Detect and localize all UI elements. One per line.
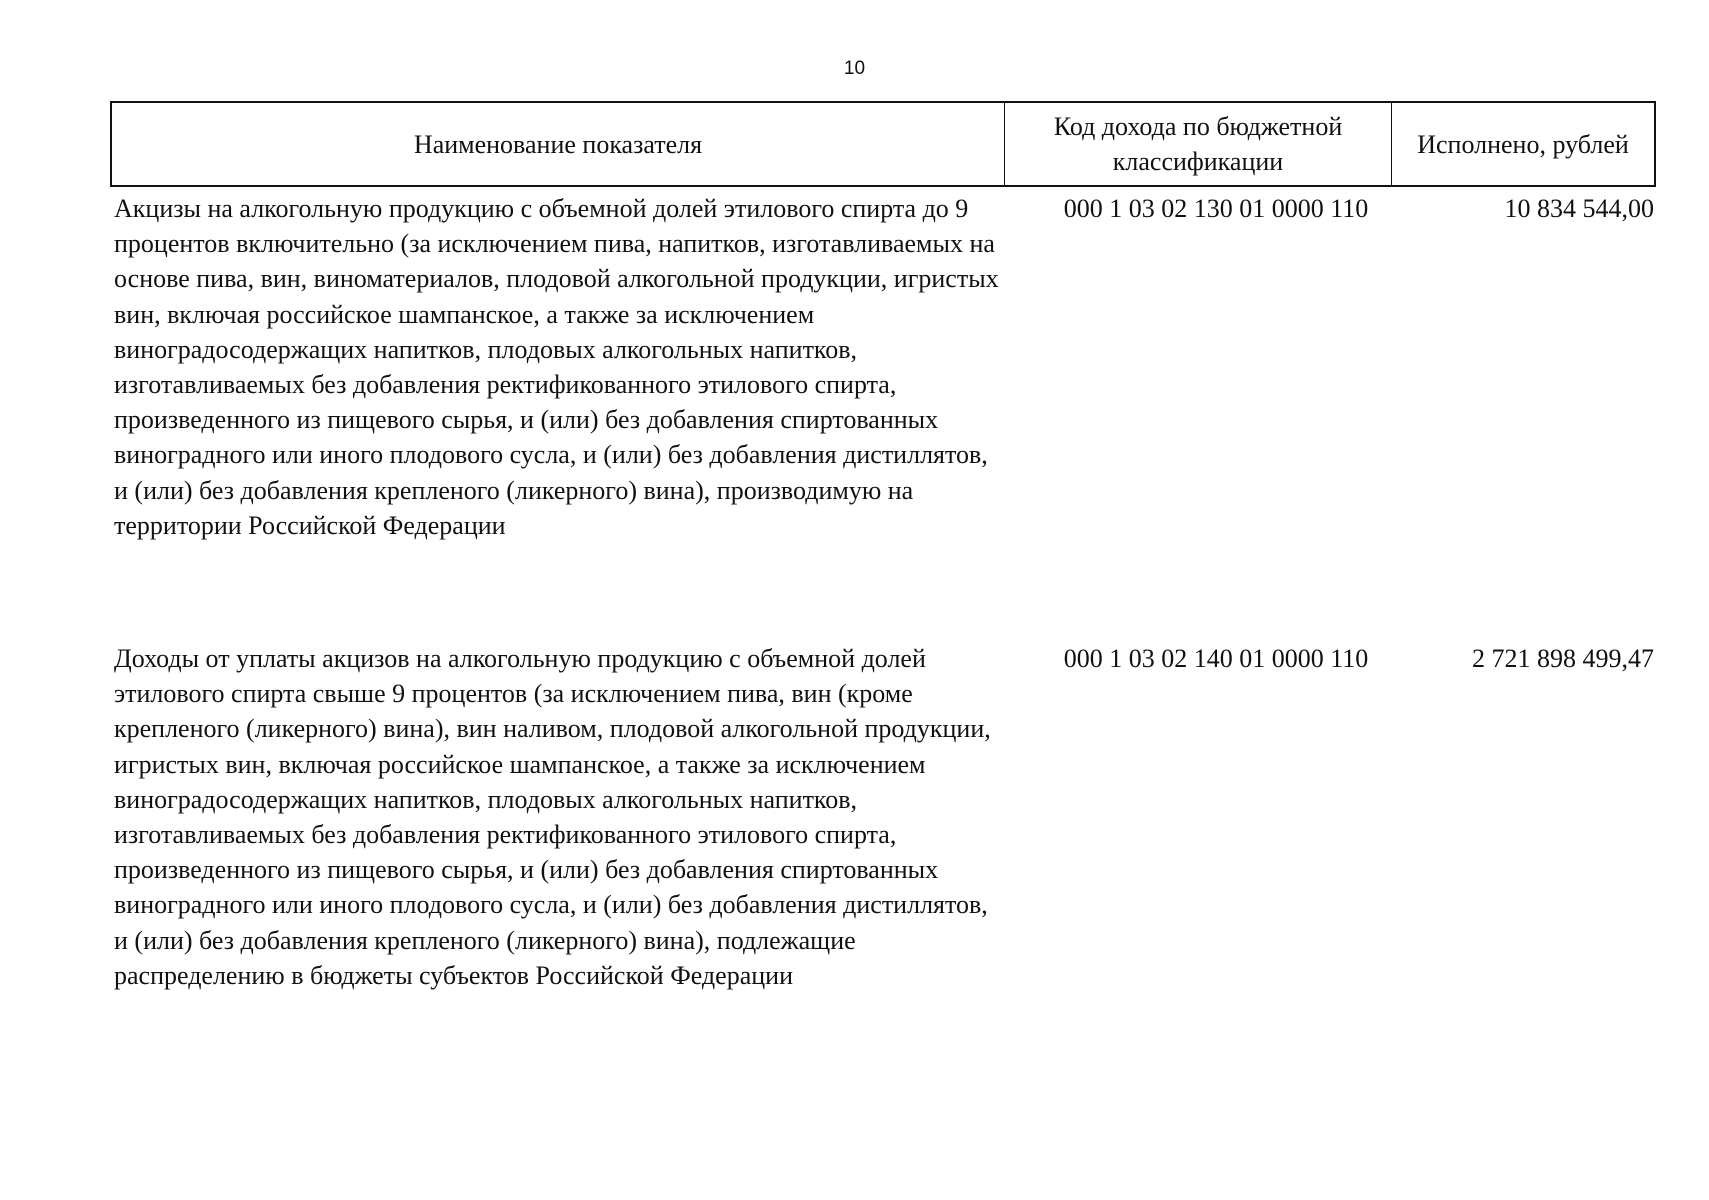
- page-number: 10: [843, 58, 866, 79]
- header-budget-code: Код дохода по бюджетной классификации: [1005, 103, 1392, 185]
- header-indicator-name: Наименование показателя: [112, 103, 1005, 185]
- row-executed-amount: 10 834 544,00: [1504, 194, 1654, 223]
- row-budget-code: 000 1 03 02 140 01 0000 110: [1063, 644, 1369, 673]
- header-executed-amount: Исполнено, рублей: [1417, 129, 1629, 159]
- table-header: [110, 101, 1656, 187]
- row-executed-amount: 2 721 898 499,47: [1472, 644, 1654, 673]
- row-indicator-name: Акцизы на алкогольную продукцию с объемной долей этилового спирта до 9 процентов включительно (за исключением пива, напитков, изготавливаемых на основе пива, вин, виноматериалов, плодовой алкогольной продукции, игристых вин, включая российское шампанское, а также за исключением виноградосодержащих напитков, плодовых алкогольных напитков, изготавливаемых без добавления ректификованного этилового спирта, произведенного из пищевого сырья, и (или) без добавления спиртованных виноградного или иного плодового сусла, и (или) без добавления дистиллятов, и (или) без добавления крепленого (ликерного) вина), производимую на территории Российской Федерации: [114, 194, 999, 540]
- row-budget-code: 000 1 03 02 130 01 0000 110: [1063, 194, 1369, 223]
- row-indicator-name: Доходы от уплаты акцизов на алкогольную продукцию с объемной долей этилового спирта свыше 9 процентов (за исключением пива, вин (кроме крепленого (ликерного) вина), вин наливом, плодовой алкогольной продукции, игристых вин, включая российское шампанское, а также за исключением виноградосодержащих напитков, плодовых алкогольных напитков, изготавливаемых без добавления ректификованного этилового спирта, произведенного из пищевого сырья, и (или) без добавления спиртованных виноградного или иного плодового сусла, и (или) без добавления дистиллятов, и (или) без добавления крепленого (ликерного) вина), подлежащие распределению в бюджеты субъектов Российской Федерации: [114, 644, 991, 990]
